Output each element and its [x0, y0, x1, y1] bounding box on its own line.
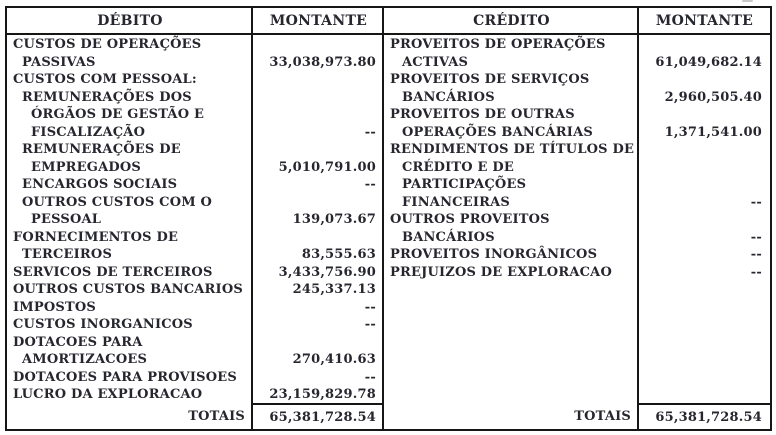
item-label-line: PROVEITOS DE OUTRAS: [390, 107, 575, 122]
debit-totals-label: TOTAIS: [188, 408, 245, 424]
item-amount: 5,010,791.00: [278, 159, 376, 175]
item-labels: [7, 36, 253, 71]
table-row: [7, 369, 384, 387]
table-row: [7, 36, 384, 71]
item-amount: 3,433,756.90: [278, 264, 376, 280]
item-amount: --: [364, 124, 376, 140]
item-labels: [7, 141, 253, 176]
item-labels: [384, 141, 639, 211]
totals-row: [7, 403, 770, 429]
table-row: [7, 176, 384, 194]
table-row: [384, 264, 770, 282]
table-row: [7, 334, 384, 369]
column-divider: [251, 8, 253, 429]
table-row: [7, 194, 384, 229]
item-label-line: REMUNERAÇÕES DOS: [22, 89, 192, 105]
item-label-line: EMPREGADOS: [31, 159, 141, 175]
item-labels: [7, 176, 253, 194]
item-amount: --: [364, 317, 376, 332]
item-amount: 33,038,973.80: [269, 54, 376, 70]
credit-totals-amount: 65,381,728.54: [639, 403, 770, 429]
header-credit-montante: MONTANTE: [655, 12, 754, 29]
item-labels: [384, 211, 639, 246]
item-labels: [7, 334, 253, 369]
item-labels: [7, 194, 253, 229]
scan-artifact: [742, 0, 753, 2]
item-label-line: PESSOAL: [31, 212, 102, 227]
item-label-line: CRÉDITO E DE: [402, 159, 514, 175]
item-label-line: SERVICOS DE TERCEIROS: [13, 264, 213, 280]
item-amount: --: [750, 264, 762, 280]
item-label-line: OUTROS CUSTOS BANCARIOS: [13, 282, 243, 297]
table-row: [7, 316, 384, 334]
item-labels: [7, 229, 253, 264]
item-label-line: PROVEITOS DE OPERAÇÕES: [390, 37, 606, 52]
item-label-line: PASSIVAS: [22, 54, 96, 70]
item-amount: 23,159,829.78: [269, 387, 376, 402]
item-amount: --: [364, 299, 376, 315]
item-labels: [7, 281, 253, 299]
item-amount: 139,073.67: [292, 212, 376, 227]
table-row: [7, 89, 384, 142]
debit-totals-amount: 65,381,728.54: [253, 403, 384, 429]
item-label-line: PROVEITOS DE SERVIÇOS: [390, 72, 590, 87]
table-row: [384, 106, 770, 141]
item-label-line: FISCALIZAÇÃO: [31, 124, 146, 140]
table-row: [384, 141, 770, 211]
item-label-line: OPERAÇÕES BANCÁRIAS: [402, 124, 593, 140]
item-labels: [384, 106, 639, 141]
item-amount: 1,371,541.00: [664, 124, 762, 140]
table-row: [7, 141, 384, 176]
column-divider: [637, 8, 639, 429]
item-label-line: ACTIVAS: [402, 54, 469, 70]
item-label-line: CUSTOS DE OPERAÇÕES: [13, 37, 202, 52]
header-debit-montante: MONTANTE: [269, 12, 368, 29]
table-row: [7, 71, 384, 89]
table-body: [7, 35, 770, 403]
item-label-line: ÓRGÃOS DE GESTÃO E: [31, 107, 205, 122]
item-label-line: PROVEITOS INORGÂNICOS: [390, 247, 598, 262]
item-label-line: RENDIMENTOS DE TÍTULOS DE: [390, 142, 635, 157]
table-row: [7, 386, 384, 403]
item-amount: 83,555.63: [301, 247, 376, 262]
item-amount: --: [750, 194, 762, 210]
item-label-line: DOTACOES PARA PROVISOES: [13, 369, 237, 385]
credit-items: [384, 36, 770, 403]
item-labels: [7, 71, 253, 89]
item-labels: [7, 316, 253, 334]
item-label-line: PREJUIZOS DE EXPLORACAO: [390, 264, 612, 280]
item-amount: 2,960,505.40: [664, 89, 762, 105]
item-label-line: AMORTIZACOES: [22, 352, 148, 367]
item-labels: [7, 299, 253, 317]
item-amount: --: [750, 247, 762, 262]
item-labels: [384, 246, 639, 264]
item-label-line: FORNECIMENTOS DE: [13, 229, 179, 245]
item-amount: --: [364, 177, 376, 192]
item-label-line: TERCEIROS: [22, 247, 113, 262]
item-labels: [7, 264, 253, 282]
table-row: [7, 281, 384, 299]
debit-items: [7, 36, 384, 403]
item-label-line: CUSTOS COM PESSOAL:: [13, 72, 197, 87]
item-labels: [384, 264, 639, 282]
item-label-line: ENCARGOS SOCIAIS: [22, 177, 178, 192]
item-labels: [7, 386, 253, 403]
table-row: [384, 211, 770, 246]
column-divider: [382, 8, 384, 429]
item-amount: 270,410.63: [292, 352, 376, 367]
item-labels: [7, 89, 253, 142]
item-label-line: BANCÁRIOS: [402, 229, 495, 245]
item-label-line: REMUNERAÇÕES DE: [22, 142, 181, 157]
item-label-line: DOTACOES PARA: [13, 334, 143, 350]
table-row: [7, 264, 384, 282]
item-amount: --: [364, 369, 376, 385]
item-label-line: CUSTOS INORGANICOS: [13, 317, 193, 332]
table-row: [384, 36, 770, 71]
item-amount: 61,049,682.14: [655, 54, 762, 70]
item-label-line: IMPOSTOS: [13, 299, 96, 315]
item-amount: --: [750, 229, 762, 245]
item-label-line: LUCRO DA EXPLORACAO: [13, 387, 203, 402]
item-label-line: FINANCEIRAS: [402, 194, 510, 210]
table-header-row: [7, 8, 770, 35]
item-labels: [7, 369, 253, 387]
credit-totals-label: TOTAIS: [574, 408, 631, 424]
item-label-line: OUTROS CUSTOS COM O: [22, 194, 213, 210]
table-row: [384, 246, 770, 264]
item-label-line: OUTROS PROVEITOS: [390, 212, 550, 227]
item-labels: [384, 71, 639, 106]
table-row: [384, 71, 770, 106]
header-credit: CRÉDITO: [473, 12, 550, 29]
income-statement-table: [5, 6, 772, 431]
item-amount: 245,337.13: [292, 282, 376, 297]
table-row: [7, 229, 384, 264]
item-labels: [384, 36, 639, 71]
table-row: [7, 299, 384, 317]
item-label-line: PARTICIPAÇÕES: [402, 177, 527, 192]
header-debit: DÉBITO: [97, 12, 163, 29]
item-label-line: BANCÁRIOS: [402, 89, 495, 105]
